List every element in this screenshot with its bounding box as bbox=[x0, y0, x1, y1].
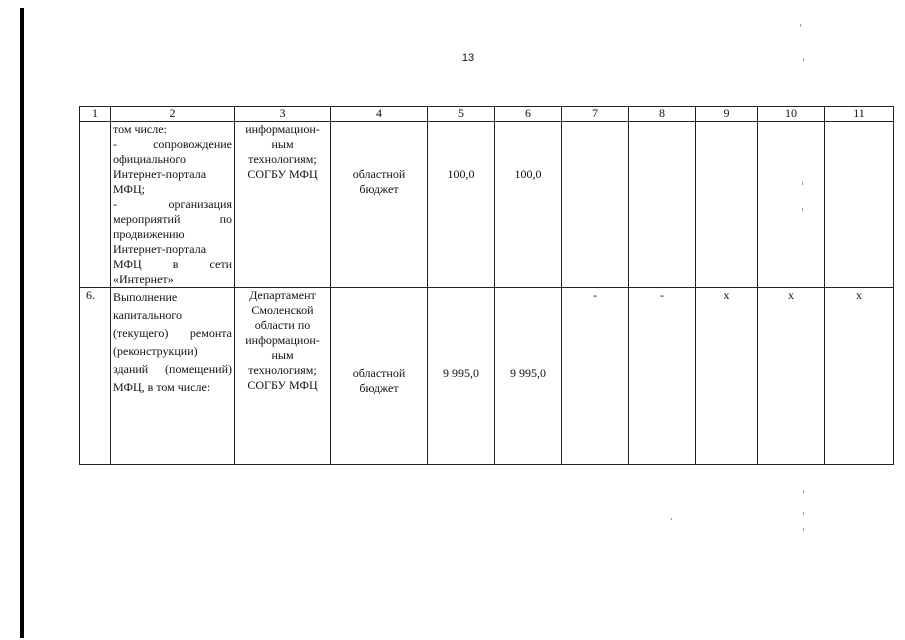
activity-description-cell bbox=[111, 288, 235, 465]
text-line: областной bbox=[352, 366, 406, 380]
row-number-cell bbox=[80, 122, 111, 288]
table-cell: х bbox=[825, 288, 894, 465]
amount-value: 9 995,0 bbox=[443, 366, 479, 380]
amount-year-cell bbox=[495, 122, 562, 288]
text-line: официального bbox=[113, 152, 186, 166]
text-line: бюджет bbox=[359, 182, 399, 196]
amount-value: 9 995,0 bbox=[510, 366, 546, 380]
amount-year-cell bbox=[495, 288, 562, 465]
text-line: СОГБУ МФЦ bbox=[247, 378, 318, 392]
text-line: МФЦ в сети bbox=[113, 257, 232, 271]
budget-table bbox=[79, 106, 894, 465]
text-line: Смоленской bbox=[251, 303, 314, 317]
funding-source-cell bbox=[331, 288, 428, 465]
text-line: Департамент bbox=[249, 288, 316, 302]
text-line: информацион- bbox=[245, 333, 320, 347]
text-line: области по bbox=[254, 318, 311, 332]
header-cell: 4 bbox=[331, 107, 428, 122]
header-cell: 5 bbox=[428, 107, 495, 122]
table-cell bbox=[825, 122, 894, 288]
text-line: ным bbox=[271, 137, 294, 151]
scan-speck bbox=[803, 58, 804, 61]
text-line: бюджет bbox=[359, 381, 399, 395]
amount-value: 100,0 bbox=[447, 167, 475, 181]
text-line: том числе: bbox=[113, 122, 167, 136]
row-number-cell: 6. bbox=[80, 288, 111, 465]
text-line: технологиям; bbox=[248, 152, 317, 166]
scan-speck bbox=[803, 490, 804, 493]
text-line: (текущего) ремонта bbox=[113, 326, 232, 340]
table-cell bbox=[562, 122, 629, 288]
table-cell: х bbox=[696, 288, 758, 465]
table-header-row bbox=[80, 107, 894, 122]
text-line: СОГБУ МФЦ bbox=[247, 167, 318, 181]
header-cell: 6 bbox=[495, 107, 562, 122]
amount-value: 100,0 bbox=[514, 167, 542, 181]
executor-cell bbox=[235, 288, 331, 465]
header-cell: 11 bbox=[825, 107, 894, 122]
table-cell: х bbox=[758, 288, 825, 465]
scan-speck bbox=[800, 24, 801, 27]
table-cell: - bbox=[629, 288, 696, 465]
activity-description-cell bbox=[111, 122, 235, 288]
text-line: «Интернет» bbox=[113, 272, 174, 286]
scan-speck bbox=[803, 528, 804, 531]
text-line: продвижению bbox=[113, 227, 185, 241]
text-line: капитального bbox=[113, 308, 182, 322]
text-line: Интернет-портала bbox=[113, 242, 207, 256]
text-line: зданий (помещений) bbox=[113, 362, 232, 376]
executor-cell bbox=[235, 122, 331, 288]
text-line: - сопровождение bbox=[113, 137, 232, 151]
header-cell: 7 bbox=[562, 107, 629, 122]
table-cell bbox=[696, 122, 758, 288]
amount-total-cell bbox=[428, 122, 495, 288]
text-line: технологиям; bbox=[248, 363, 317, 377]
text-line: Выполнение bbox=[113, 290, 178, 304]
funding-source-cell bbox=[331, 122, 428, 288]
header-cell: 9 bbox=[696, 107, 758, 122]
text-line: (реконструкции) bbox=[113, 344, 198, 358]
scan-speck bbox=[802, 182, 803, 185]
text-line: информацион- bbox=[245, 122, 320, 136]
text-line: Интернет-портала bbox=[113, 167, 207, 181]
scan-speck bbox=[671, 518, 672, 520]
header-cell: 2 bbox=[111, 107, 235, 122]
table-cell bbox=[629, 122, 696, 288]
text-line: - организация bbox=[113, 197, 232, 211]
table-row bbox=[80, 122, 894, 288]
binding-edge-bar bbox=[20, 8, 24, 638]
table-cell: - bbox=[562, 288, 629, 465]
text-line: областной bbox=[352, 167, 406, 181]
header-cell: 8 bbox=[629, 107, 696, 122]
header-cell: 3 bbox=[235, 107, 331, 122]
table-row bbox=[80, 288, 894, 465]
header-cell: 10 bbox=[758, 107, 825, 122]
page-number: 13 bbox=[461, 52, 475, 64]
amount-total-cell bbox=[428, 288, 495, 465]
text-line: МФЦ, в том числе: bbox=[113, 380, 211, 394]
table-cell bbox=[758, 122, 825, 288]
text-line: ным bbox=[271, 348, 294, 362]
scan-speck bbox=[802, 208, 803, 211]
header-cell: 1 bbox=[80, 107, 111, 122]
text-line: МФЦ; bbox=[113, 182, 145, 196]
scan-speck bbox=[803, 512, 804, 515]
text-line: мероприятий по bbox=[113, 212, 232, 226]
